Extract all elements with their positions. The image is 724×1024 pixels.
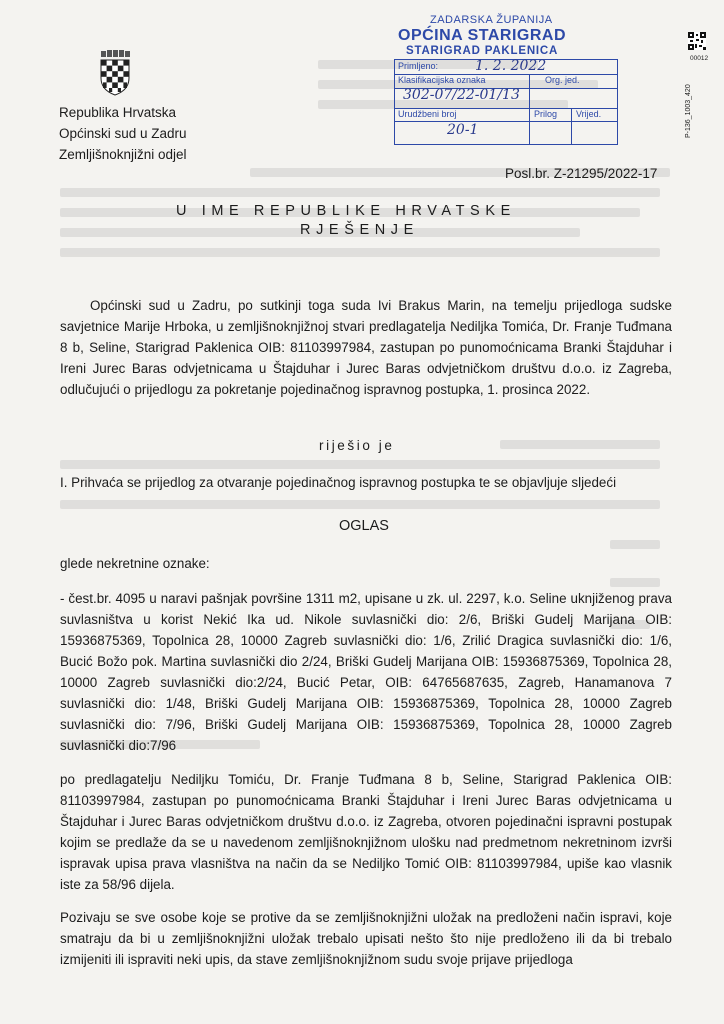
stamp-grid [394,59,618,145]
stamp-number-label: Urudžbeni broj [398,109,457,119]
heading-rjesenje: RJEŠENJE [300,222,419,238]
stamp-received-value: 1. 2. 2022 [475,58,547,74]
parcel-paragraph: - čest.br. 4095 u naravi pašnjak površine 1311 m2, upisane u zk. ul. 2297, k.o. Seline uknjiženog prava suvlasništva u korist Nekić Ika ud. Nikole suvlasnički dio: 2/6, Briški Gudelj Marijana OIB: 15936875369, Topolnica 28, 10000 Zagreb suvlasnički dio: 1/6, Zrilić Dragica suvlasnički dio: 1/6, Bucić Božo pok. Martina suvlasnički dio 2/24, Briški Gudelj Marijana OIB: 15936875369, Topolnica 28, 10000 Zagreb suvlasnički dio:2/24, Bucić Petar, OIB: 64765687635, Zagreb, Hanamanova 7 suvlasnički dio: 1/48, Briški Gudelj Marijana OIB: 15936875369, Topolnica 28, 10000 Zagreb suvlasnički dio: 7/96, Briški Gudelj Marijana OIB: 15936875369, Topolnica 28, 10000 Zagreb suvlasnički dio:7/96 [60,591,672,753]
call-paragraph: Pozivaju se sve osobe koje se protive da se zemljišnoknjižni uložak na predloženi način ispravi, koje smatraju da bi u zemljišnoknjižni uložak trebalo upisati nešto što nije predloženo ili da bi trebalo izmijeniti ili ispraviti neki upis, da stave zemljišnoknjižnom sudu svoje prijave prijedloga [60,910,672,967]
stamp-class-value: 302-07/22-01/13 [403,87,520,103]
stamp-municipality: OPĆINA STARIGRAD [398,27,566,44]
court-name: Općinski sud u Zadru [59,126,187,141]
court-header [59,102,187,165]
side-reference: P-136_1003_420 [685,84,692,138]
qr-code-icon [688,32,706,50]
glede-line: glede nekretnine oznake: [60,556,210,571]
heading-republic: U IME REPUBLIKE HRVATSKE [176,203,516,219]
stamp-place: STARIGRAD PAKLENICA [406,45,559,57]
rijesio-je: riješio je [319,438,395,453]
stamp-attach-label: Prilog [534,109,558,119]
stamp-number-value: 20-1 [447,122,479,138]
croatian-coat-of-arms-icon [100,50,130,96]
case-reference: Posl.br. Z-21295/2022-17 [505,166,658,181]
receipt-stamp [378,4,618,138]
stamp-county: ZADARSKA ŽUPANIJA [430,14,553,26]
stamp-value-label: Vrijed. [576,109,602,119]
country-name: Republika Hrvatska [59,105,177,120]
stamp-org-label: Org. jed. [545,75,580,85]
proposer-paragraph: po predlagatelju Nediljku Tomiću, Dr. Franje Tuđmana 8 b, Seline, Starigrad Paklenica OIB: 81103997984, zastupan po punomoćnicama Branki Štajduhar i Ireni Jurec Baras odvjetnicama u Štajduhar i Jurec Baras odvjetničkom društvu d.o.o. iz Zagreba, otvoren pojedinačni ispravni postupak kojim se predlaže da se u navedenom zemljišnoknjižnom ulošku nad predmetnom nekretninom izvrši ispravak upisa prava vlasništva na način da se Nediljko Tomić OIB: 81103997984, upiše kao vlasnik iste za 58/96 dijela. [60,772,672,892]
stamp-class-label: Klasifikacijska oznaka [398,75,486,85]
stamp-received-label: Primljeno: [398,61,439,71]
department-name: Zemljišnoknjižni odjel [59,147,187,162]
oglas-title: OGLAS [339,518,389,534]
item-one: I. Prihvaća se prijedlog za otvaranje pojedinačnog ispravnog postupka te se objavljuje sljedeći [60,475,617,490]
barcode-number: 00012 [690,55,709,62]
intro-paragraph: Općinski sud u Zadru, po sutkinji toga suda Ivi Brakus Marin, na temelju prijedloga sudske savjetnice Marije Hrboka, u zemljišnoknjižnoj stvari predlagatelja Nediljka Tomića, Dr. Franje Tuđmana 8 b, Seline, Starigrad Paklenica OIB: 81103997984, zastupan po punomoćnicama Branki Štajduhar i Ireni Jurec Baras odvjetnicama u Štajduhar i Jurec Baras odvjetničkom društvu d.o.o. iz Zagreba, odlučujući o prijedlogu za pokretanje pojedinačnog ispravnog postupka, 1. prosinca 2022. [60,298,672,397]
